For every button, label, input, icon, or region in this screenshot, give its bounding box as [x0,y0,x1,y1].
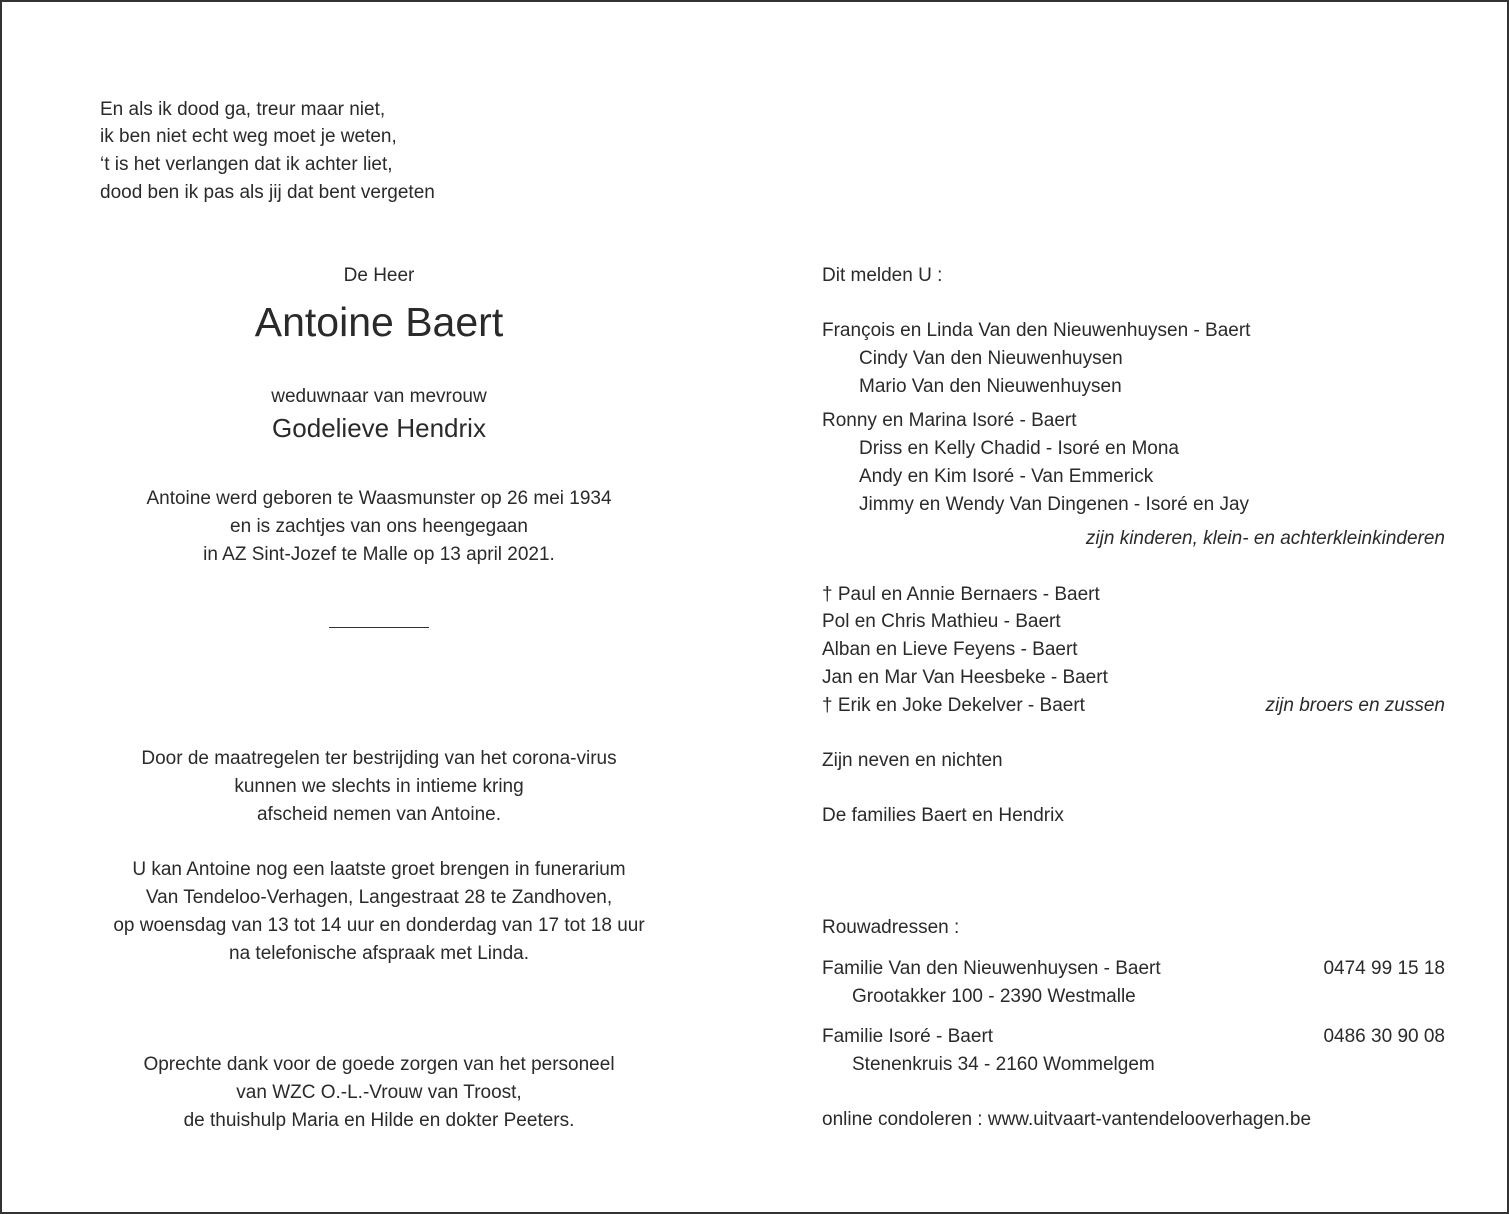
visit-line: na telefonische afspraak met Linda. [229,943,529,964]
visit-line: U kan Antoine nog een laatste groet brengen in funerarium [132,859,626,880]
sibling-entry: Alban en Lieve Feyens - Baert [822,639,1078,660]
families-line: De families Baert en Hendrix [822,805,1064,826]
grandchild-entry: Andy en Kim Isoré - Van Emmerick [859,466,1154,487]
siblings-caption: zijn broers en zussen [1265,695,1445,716]
child-entry: François en Linda Van den Nieuwenhuysen - Baert [822,320,1251,341]
address-family-name: Familie Van den Nieuwenhuysen - Baert [822,958,1161,979]
cousins-line: Zijn neven en nichten [822,750,1003,771]
thanks-line: van WZC O.-L.-Vrouw van Troost, [236,1082,522,1103]
corona-line: afscheid nemen van Antoine. [256,804,501,825]
poem-line: dood ben ik pas als jij dat bent vergeten [100,182,435,203]
poem-line: En als ik dood ga, treur maar niet, [100,99,386,120]
announce-heading: Dit melden U : [822,265,943,286]
poem-line: ik ben niet echt weg moet je weten, [100,126,397,147]
address-family-name: Familie Isoré - Baert [822,1026,994,1047]
grandchild-entry: Driss en Kelly Chadid - Isoré en Mona [859,438,1179,459]
sibling-entry: Pol en Chris Mathieu - Baert [822,611,1061,632]
addresses-heading: Rouwadressen : [822,917,960,938]
deceased-name: Antoine Baert [254,299,504,345]
corona-line: Door de maatregelen ter bestrijding van het corona-virus [141,748,617,769]
corona-line: kunnen we slechts in intieme kring [234,776,524,797]
salutation: De Heer [343,265,415,286]
sibling-entry: Jan en Mar Van Heesbeke - Baert [822,667,1108,688]
grandchild-entry: Mario Van den Nieuwenhuysen [859,376,1122,397]
grandchild-entry: Cindy Van den Nieuwenhuysen [859,348,1123,369]
address-street: Grootakker 100 - 2390 Westmalle [852,986,1136,1007]
poem-line: ‘t is het verlangen dat ik achter liet, [100,154,393,175]
address-phone: 0474 99 15 18 [1323,958,1445,979]
bio-line: Antoine werd geboren te Waasmunster op 26 mei 1934 [146,488,612,509]
visit-line: Van Tendeloo-Verhagen, Langestraat 28 te Zandhoven, [145,887,613,908]
thanks-line: Oprechte dank voor de goede zorgen van het personeel [143,1054,615,1075]
bio-line: en is zachtjes van ons heengegaan [230,516,528,537]
child-entry: Ronny en Marina Isoré - Baert [822,410,1077,431]
online-condolence-link[interactable]: online condoleren : www.uitvaart-vantendelooverhagen.be [822,1109,1312,1130]
visit-line: op woensdag van 13 tot 14 uur en donderdag van 17 tot 18 uur [113,915,645,936]
children-caption: zijn kinderen, klein- en achterkleinkinderen [1085,528,1445,549]
address-street: Stenenkruis 34 - 2160 Wommelgem [852,1054,1155,1075]
sibling-entry: † Paul en Annie Bernaers - Baert [822,584,1100,605]
grandchild-entry: Jimmy en Wendy Van Dingenen - Isoré en Jay [859,494,1250,515]
spouse-name: Godelieve Hendrix [272,413,486,443]
divider [329,627,429,628]
thanks-line: de thuishulp Maria en Hilde en dokter Peeters. [183,1110,575,1131]
relation-text: weduwnaar van mevrouw [271,386,487,407]
sibling-entry: † Erik en Joke Dekelver - Baert [822,695,1085,716]
address-phone: 0486 30 90 08 [1323,1026,1445,1047]
bio-line: in AZ Sint-Jozef te Malle op 13 april 2021. [203,544,555,565]
